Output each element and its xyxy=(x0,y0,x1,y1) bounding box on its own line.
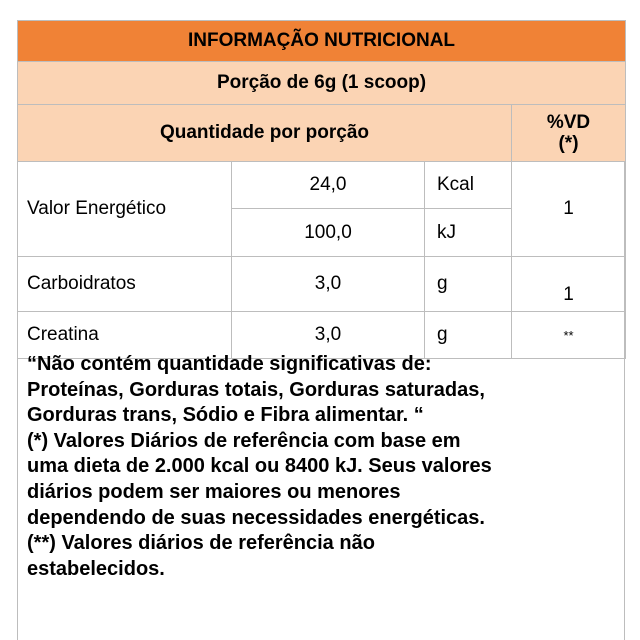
footnote-line: diários podem ser maiores ou menores xyxy=(27,480,401,503)
daily-value-header xyxy=(512,105,626,162)
footnote-line: uma dieta de 2.000 kcal ou 8400 kJ. Seus valores xyxy=(27,455,492,478)
nutrient-unit: g xyxy=(425,257,512,312)
quantity-header: Quantidade por porção xyxy=(18,105,512,162)
daily-value-header-line1: %VD xyxy=(546,112,591,133)
nutrient-label: Carboidratos xyxy=(18,257,232,312)
nutrient-daily-value: ** xyxy=(512,312,626,359)
footnote-line: dependendo de suas necessidades energéticas. xyxy=(27,506,485,529)
header-row xyxy=(18,105,626,162)
nutrition-table xyxy=(17,20,626,359)
nutrient-unit: kJ xyxy=(425,209,512,257)
footnotes xyxy=(27,352,617,582)
nutrient-amount: 24,0 xyxy=(232,162,425,209)
footnote-line: (**) Valores diários de referência não xyxy=(27,532,375,555)
portion-size: Porção de 6g (1 scoop) xyxy=(18,62,626,105)
table-row xyxy=(18,257,626,312)
nutrient-label: Creatina xyxy=(18,312,232,359)
table-row xyxy=(18,162,626,209)
nutrient-unit: Kcal xyxy=(425,162,512,209)
title-row xyxy=(18,21,626,62)
nutrient-label: Valor Energético xyxy=(18,162,232,257)
nutrient-unit: g xyxy=(425,312,512,359)
nutrient-amount: 100,0 xyxy=(232,209,425,257)
daily-value-header-line2: (*) xyxy=(558,133,579,154)
nutrient-daily-value: 1 xyxy=(512,257,626,312)
nutrient-amount: 3,0 xyxy=(232,257,425,312)
footnote-line: Proteínas, Gorduras totais, Gorduras saturadas, xyxy=(27,378,485,401)
portion-row xyxy=(18,62,626,105)
nutrient-amount: 3,0 xyxy=(232,312,425,359)
footnote-line: “Não contém quantidade significativas de: xyxy=(27,353,432,375)
footnote-line: (*) Valores Diários de referência com base em xyxy=(27,429,461,452)
footnote-line: estabelecidos. xyxy=(27,557,165,580)
table-title: INFORMAÇÃO NUTRICIONAL xyxy=(18,21,626,62)
nutrient-daily-value: 1 xyxy=(512,162,626,257)
footnote-line: Gorduras trans, Sódio e Fibra alimentar. “ xyxy=(27,404,424,427)
